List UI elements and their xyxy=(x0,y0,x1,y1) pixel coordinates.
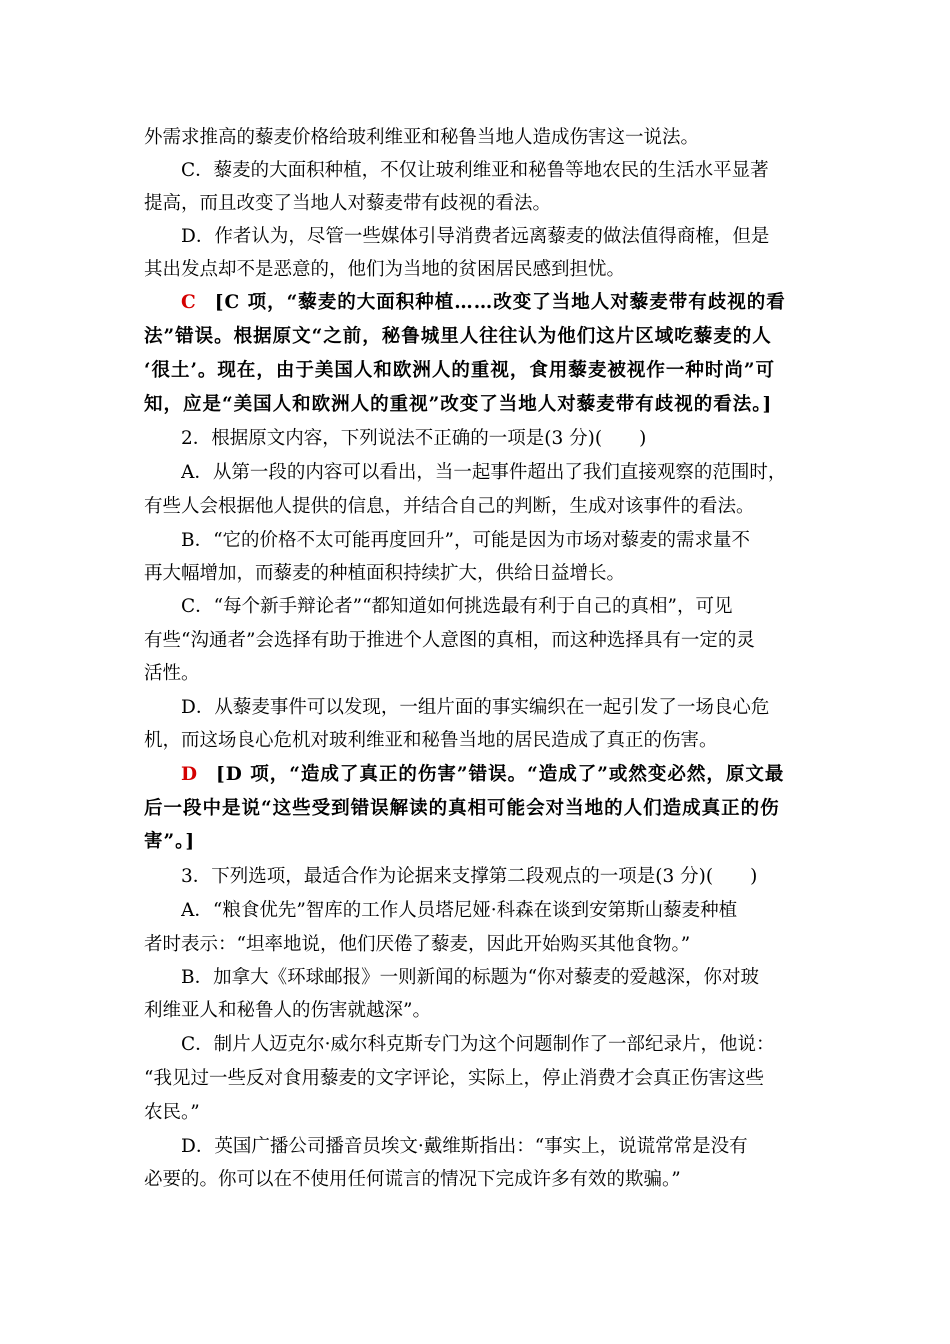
explanation-line xyxy=(181,286,814,319)
text-line: 再大幅增加，而藜麦的种植面积持续扩大，供给日益增长。 xyxy=(144,563,626,584)
explanation-line xyxy=(181,758,814,791)
option-b-line: B．加拿大《环球邮报》一则新闻的标题为“你对藜麦的爱越深，你对玻 xyxy=(181,967,760,988)
text-line: 机，而这场良心危机对玻利维亚和秘鲁当地的居民造成了真正的伤害。 xyxy=(144,730,718,751)
option-c-line: C．“每个新手辩论者”“都知道如何挑选最有利于自己的真相”，可见 xyxy=(181,596,733,617)
text-line: 提高，而且改变了当地人对藜麦带有歧视的看法。 xyxy=(144,193,552,214)
text-line: 者时表示：“坦率地说，他们厌倦了藜麦，因此开始购买其他食物。” xyxy=(144,934,691,955)
question-3-stem: 3．下列选项，最适合作为论据来支撑第二段观点的一项是(3 分)( ) xyxy=(181,866,758,887)
option-a-line: A．从第一段的内容可以看出，当一起事件超出了我们直接观察的范围时， xyxy=(181,462,787,483)
option-d-line: D．作者认为，尽管一些媒体引导消费者远离藜麦的做法值得商榷，但是 xyxy=(181,226,770,247)
explanation-line: 后一段中是说“这些受到错误解读的真相可能会对当地的人们造成真正的伤 xyxy=(144,798,780,819)
option-d-line: D．从藜麦事件可以发现，一组片面的事实编织在一起引发了一场良心危 xyxy=(181,697,770,718)
option-c-line: C．藜麦的大面积种植，不仅让玻利维亚和秘鲁等地农民的生活水平显著 xyxy=(181,160,769,181)
explanation-line: 害”。] xyxy=(144,831,196,852)
text-line: 利维亚人和秘鲁人的伤害就越深”。 xyxy=(144,1000,431,1021)
text-line: 有些人会根据他人提供的信息，并结合自己的判断，生成对该事件的看法。 xyxy=(144,496,755,517)
answer-key: C xyxy=(181,292,197,313)
answer-key: D xyxy=(181,764,199,785)
text-line: 其出发点却不是恶意的，他们为当地的贫困居民感到担忧。 xyxy=(144,259,626,280)
text-line: 外需求推高的藜麦价格给玻利维亚和秘鲁当地人造成伤害这一说法。 xyxy=(144,127,700,148)
question-2-stem: 2．根据原文内容，下列说法不正确的一项是(3 分)( ) xyxy=(181,428,647,449)
explanation-text: [D 项，“造成了真正的伤害”错误。“造成了”或然变必然，原文最 xyxy=(216,764,785,785)
text-line: 有些“沟通者”会选择有助于推进个人意图的真相，而这种选择具有一定的灵 xyxy=(144,630,755,651)
option-a-line: A．“粮食优先”智库的工作人员塔尼娅·科森在谈到安第斯山藜麦种植 xyxy=(181,900,738,921)
explanation-line: 知，应是“美国人和欧洲人的重视”改变了当地人对藜麦带有歧视的看法。] xyxy=(144,394,773,415)
text-line: 活性。 xyxy=(144,663,200,684)
text-line: 必要的。你可以在不使用任何谎言的情况下完成许多有效的欺骗。” xyxy=(144,1169,681,1190)
text-line: “我见过一些反对食用藜麦的文字评论，实际上，停止消费才会真正伤害这些 xyxy=(144,1068,764,1089)
explanation-text: [C 项，“藜麦的大面积种植……改变了当地人对藜麦带有歧视的看 xyxy=(214,292,786,313)
option-b-line: B．“它的价格不太可能再度回升”，可能是因为市场对藜麦的需求量不 xyxy=(181,530,751,551)
explanation-line: ‘很土’。现在，由于美国人和欧洲人的重视，食用藜麦被视作一种时尚”可 xyxy=(144,360,776,381)
explanation-line: 法”错误。根据原文“之前，秘鲁城里人往往认为他们这片区域吃藜麦的人 xyxy=(144,326,772,347)
option-c-line: C．制片人迈克尔·威尔科克斯专门为这个问题制作了一部纪录片，他说： xyxy=(181,1034,775,1055)
option-d-line: D．英国广播公司播音员埃文·戴维斯指出：“事实上，说谎常常是没有 xyxy=(181,1136,748,1157)
text-line: 农民。” xyxy=(144,1102,200,1123)
